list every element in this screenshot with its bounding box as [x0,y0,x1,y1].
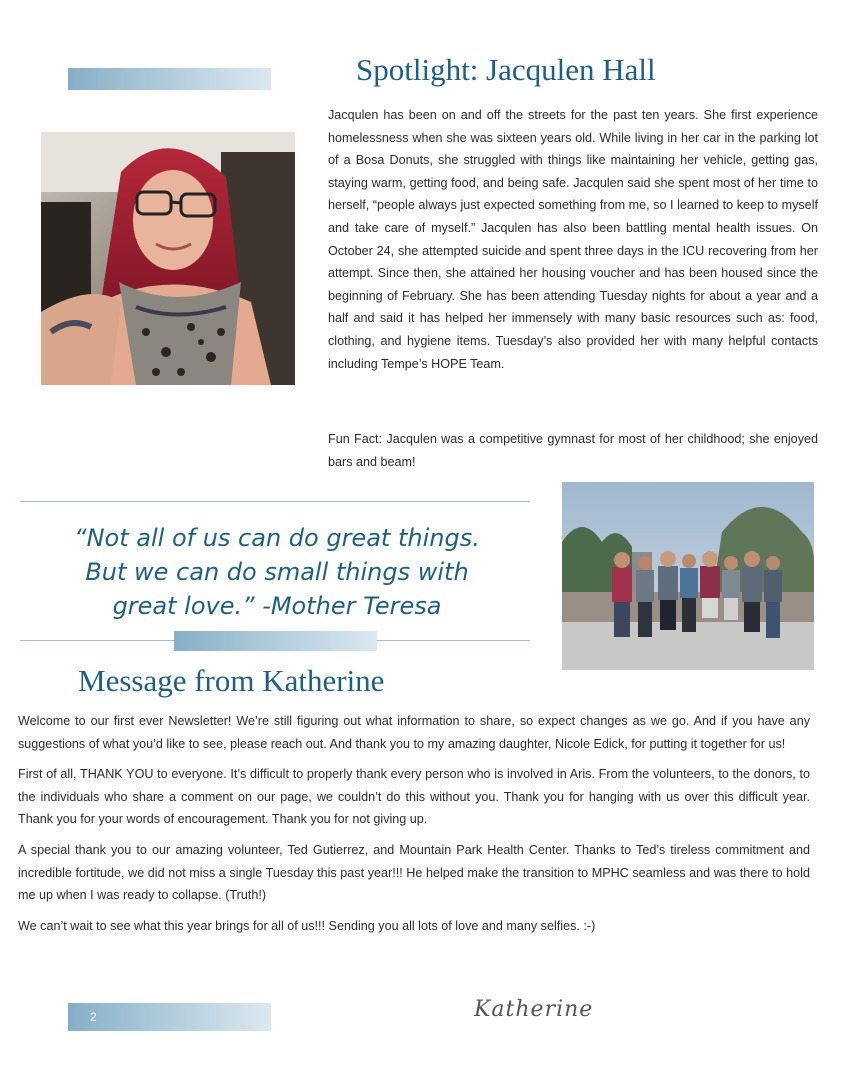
footer-accent-bar [68,1003,271,1031]
message-paragraph-closing: We can’t wait to see what this year brings for all of us!!! Sending you all lots of love and many selfies. :-) [18,918,596,933]
message-paragraph-welcome: Welcome to our first ever Newsletter! We’re still figuring out what information to share, so expect changes as we go. And if you have any suggestions of what you’d like to see, please reach out. And thank you to my amazing daughter, Nicole Edick, for putting it together for us! [18,714,810,751]
page-number: 2 [90,1010,97,1024]
katherine-signature: Katherine [474,997,594,1022]
spotlight-title: Spotlight: Jacqulen Hall [356,52,656,87]
spotlight-fun-fact: Fun Fact: Jacqulen was a competitive gymnast for most of her childhood; she enjoyed bars and beam! [328,432,818,469]
message-body [18,710,810,945]
header-accent-bar [68,68,271,90]
message-title: Message from Katherine [78,663,385,698]
jacqulen-portrait-photo [41,132,295,385]
quote-top-rule [20,501,530,502]
quote-accent-bar [174,631,377,651]
volunteer-group-photo [562,482,814,670]
mother-teresa-quote: “Not all of us can do great things. But we can do small things with great love.” -Mother Teresa [74,524,480,620]
spotlight-paragraph: Jacqulen has been on and off the streets for the past ten years. She first experience homelessness when she was sixteen years old. While living in her car in the parking lot of a Bosa Donuts, she struggled with things like maintaining her vehicle, getting gas, staying warm, getting food, and being safe. Jacqulen said she spent most of her time to herself, “people always just expected something from me, so I learned to keep to myself and take care of myself.” Jacqulen has also been battling mental health issues. On October 24, she attempted suicide and spent three days in the ICU recovering from her attempt. Since then, she attained her housing voucher and has been housed since the beginning of February. She has been attending Tuesday nights for about a year and a half and said it has helped her immensely with many basic resources such as: food, clothing, and hygiene items. Tuesday’s also provided her with many helpful contacts including Tempe’s HOPE Team. [328,108,818,371]
message-paragraph-thanks: First of all, THANK YOU to everyone. It’s difficult to properly thank every person who is involved in Aris. From the volunteers, to the donors, to the individuals who share a comment on our page, we couldn’t do this without you. Thank you for hanging with us over this difficult year. Thank you for your words of encouragement. Thank you for not giving up. [18,767,810,827]
message-paragraph-special-thanks: A special thank you to our amazing volunteer, Ted Gutierrez, and Mountain Park Health Center. Thanks to Ted’s tireless commitment and incredible fortitude, we did not miss a single Tuesday this past year!!! He helped make the transition to MPHC seamless and was there to hold me up when I was ready to collapse. (Truth!) [18,842,810,903]
